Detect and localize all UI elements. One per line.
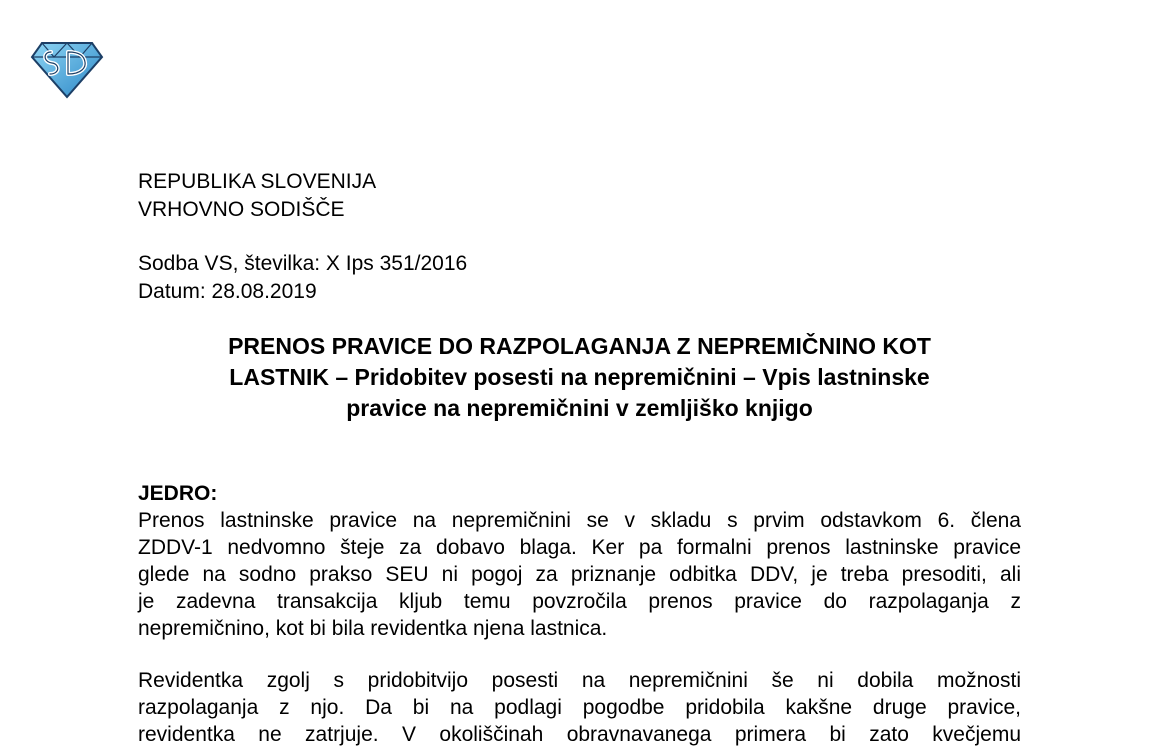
text-line: razpolaganja z njo. Da bi na podlagi pogodbe pridobila kakšne druge pravice,	[138, 696, 1021, 719]
text-line: je zadevna transakcija kljub temu povzročila prenos pravice do razpolaganja z	[138, 590, 1021, 613]
jedro-paragraph-1	[138, 507, 1021, 642]
text-line: Revidentka zgolj s pridobitvijo posesti na nepremičnini še ni dobila možnosti	[138, 669, 1021, 692]
case-number: Sodba VS, številka: X Ips 351/2016	[138, 252, 468, 275]
document-title	[138, 331, 1021, 424]
country-name: REPUBLIKA SLOVENIJA	[138, 170, 377, 193]
title-line: LASTNIK – Pridobitev posesti na nepremičnini – Vpis lastninske	[229, 364, 930, 390]
court-logo	[30, 40, 104, 100]
text-line: glede na sodno prakso SEU ni pogoj za priznanje odbitka DDV, je treba presoditi, ali	[138, 563, 1021, 586]
sd-diamond-logo-icon	[30, 40, 104, 100]
title-line: pravice na nepremičnini v zemljiško knjigo	[346, 395, 813, 421]
jedro-label: JEDRO:	[138, 482, 218, 505]
text-line: ZDDV-1 nedvomno šteje za dobavo blaga. Ker pa formalni prenos lastninske pravice	[138, 536, 1021, 559]
header-block	[138, 168, 376, 224]
jedro-paragraph-2	[138, 667, 1021, 748]
case-meta	[138, 250, 467, 306]
text-line: revidentka ne zatrjuje. V okoliščinah obravnavanega primera bi zato kvečjemu	[138, 723, 1021, 746]
title-line: PRENOS PRAVICE DO RAZPOLAGANJA Z NEPREMIČNINO KOT	[228, 333, 931, 359]
decision-date: Datum: 28.08.2019	[138, 280, 317, 303]
text-line: Prenos lastninske pravice na nepremičnini se v skladu s prvim odstavkom 6. člena	[138, 509, 1021, 532]
court-name: VRHOVNO SODIŠČE	[138, 198, 345, 221]
text-line: nepremičnino, kot bi bila revidentka njena lastnica.	[138, 617, 608, 640]
